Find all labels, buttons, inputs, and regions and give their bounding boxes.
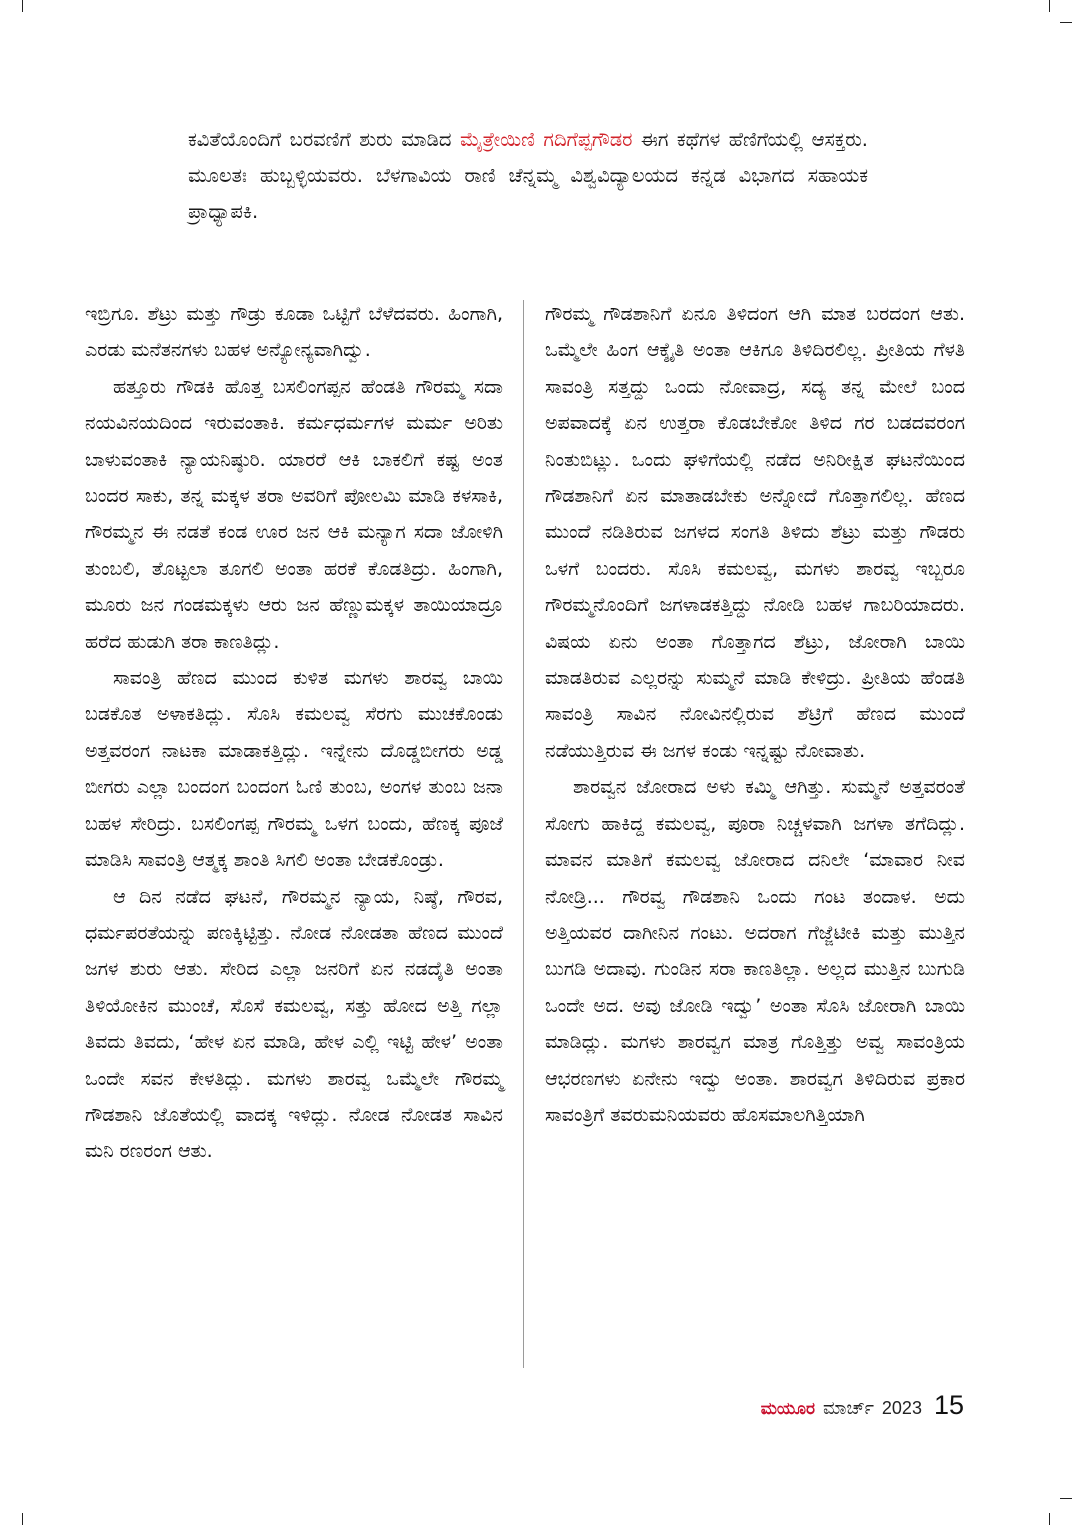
page-footer (761, 1390, 964, 1430)
crop-mark-bottom-right (1049, 1513, 1050, 1525)
author-name: ಮೈತ್ರೇಯಿಣಿ ಗದಿಗೆಪ್ಪಗೌಡರ (460, 128, 633, 151)
author-intro-lead: ಕವಿತೆಯೊಂದಿಗೆ ಬರವಣಿಗೆ ಶುರು ಮಾಡಿದ (188, 128, 461, 151)
paragraph: ಸಾವಂತ್ರಿ ಹೆಣದ ಮುಂದ ಕುಳಿತ ಮಗಳು ಶಾರವ್ವ ಬಾಯಿ ಬಡಕೊತ ಅಳಾಕತಿದ್ಲು. ಸೊಸಿ ಕಮಲವ್ವ ಸೆರಗು ಮುಚಕೊಂಡು ಅತ್ತವರಂಗ ನಾಟಕಾ ಮಾಡಾಕತ್ತಿದ್ಲು. ಇನ್ನೇನು ದೊಡ್ಡಬೀಗರು ಅಡ್ಡ ಬೀಗರು ಎಲ್ಲಾ ಬಂದಂಗ ಬಂದಂಗ ಓಣಿ ತುಂಬ, ಅಂಗಳ ತುಂಬ ಜನಾ ಬಹಳ ಸೇರಿದ್ರು. ಬಸಲಿಂಗಪ್ಪ ಗೌರಮ್ಮ ಒಳಗ ಬಂದು, ಹೆಣಕ್ಕ ಪೂಜೆ ಮಾಡಿಸಿ ಸಾವಂತ್ರಿ ಆತ್ಮಕ್ಕ ಶಾಂತಿ ಸಿಗಲಿ ಅಂತಾ ಬೇಡಕೊಂಡ್ರು. (85, 667, 503, 872)
crop-mark-bottom-left (22, 1513, 23, 1525)
crop-mark-top-left (22, 0, 23, 12)
author-intro (188, 122, 868, 230)
magazine-name: ಮಯೂರ (760, 1399, 815, 1419)
crop-mark-right-lower (1060, 1498, 1072, 1499)
crop-mark-right-upper (1060, 22, 1072, 23)
paragraph: ಇಬ್ರಿಗೂ. ಶೆಟ್ರು ಮತ್ತು ಗೌಡ್ರು ಕೂಡಾ ಒಟ್ಟಿಗೆ ಬೆಳೆದವರು. ಹಿಂಗಾಗಿ, ಎರಡು ಮನೆತನಗಳು ಬಹಳ ಅನ್ಯೋನ್ಯವಾಗಿದ್ವು. (85, 303, 503, 362)
issue-year: 2023 (881, 1398, 922, 1418)
author-intro-rest: ಈಗ ಕಥೆಗಳ ಹೆಣಿಗೆಯಲ್ಲಿ ಆಸಕ್ತರು. ಮೂಲತಃ ಹುಬ್ಬಳ್ಳಿಯವರು. ಬೆಳಗಾವಿಯ ರಾಣಿ ಚೆನ್ನಮ್ಮ ವಿಶ್ವವಿದ್ಯಾಲಯದ ಕನ್ನಡ ವಿಭಾಗದ ಸಹಾಯಕ ಪ್ರಾಧ್ಯಾಪಕಿ. (188, 128, 868, 223)
story-column-right (545, 296, 965, 1133)
paragraph: ಗೌರಮ್ಮ ಗೌಡಶಾನಿಗೆ ಏನೂ ತಿಳಿದಂಗ ಆಗಿ ಮಾತ ಬರದಂಗ ಆತು. ಒಮ್ಮೆಲೇ ಹಿಂಗ ಆಕ್ಶೈತಿ ಅಂತಾ ಆಕಿಗೂ ತಿಳಿದಿರಲಿಲ್ಲ. ಪ್ರೀತಿಯ ಗೆಳತಿ ಸಾವಂತ್ರಿ ಸತ್ತದ್ದು ಒಂದು ನೋವಾದ್ರ, ಸದ್ಯ ತನ್ನ ಮೇಲೆ ಬಂದ ಅಪವಾದಕ್ಕೆ ಏನ ಉತ್ತರಾ ಕೊಡಬೇಕೋ ತಿಳಿದ ಗರ ಬಡದವರಂಗ ನಿಂತುಬಿಟ್ಲು. ಒಂದು ಘಳಿಗೆಯಲ್ಲಿ ನಡೆದ ಅನಿರೀಕ್ಷಿತ ಘಟನೆಯಿಂದ ಗೌಡಶಾನಿಗೆ ಏನ ಮಾತಾಡಬೇಕು ಅನ್ನೋದೆ ಗೊತ್ತಾಗಲಿಲ್ಲ. ಹೆಣದ ಮುಂದೆ ನಡಿತಿರುವ ಜಗಳದ ಸಂಗತಿ ತಿಳಿದು ಶೆಟ್ರು ಮತ್ತು ಗೌಡರು ಒಳಗೆ ಬಂದರು. ಸೊಸಿ ಕಮಲವ್ವ, ಮಗಳು ಶಾರವ್ವ ಇಬ್ಬರೂ ಗೌರಮ್ಮನೊಂದಿಗೆ ಜಗಳಾಡಕತ್ತಿದ್ದು ನೋಡಿ ಬಹಳ ಗಾಬರಿಯಾದರು. ವಿಷಯ ಏನು ಅಂತಾ ಗೊತ್ತಾಗದ ಶೆಟ್ರು, ಜೋರಾಗಿ ಬಾಯಿ ಮಾಡತಿರುವ ಎಲ್ಲರನ್ನು ಸುಮ್ಮನೆ ಮಾಡಿ ಕೇಳಿದ್ರು. ಪ್ರೀತಿಯ ಹೆಂಡತಿ ಸಾವಂತ್ರಿ ಸಾವಿನ ನೋವಿನಲ್ಲಿರುವ ಶೆಟ್ರಿಗೆ ಹೆಣದ ಮುಂದೆ ನಡೆಯುತ್ತಿರುವ ಈ ಜಗಳ ಕಂಡು ಇನ್ನಷ್ಟು ನೋವಾತು. (545, 303, 965, 762)
crop-mark-top-right (1049, 0, 1050, 12)
paragraph: ಶಾರವ್ವನ ಜೋರಾದ ಅಳು ಕಮ್ಮಿ ಆಗಿತ್ತು. ಸುಮ್ಮನೆ ಅತ್ತವರಂತೆ ಸೋಗು ಹಾಕಿದ್ದ ಕಮಲವ್ವ, ಪೂರಾ ನಿಚ್ಚಳವಾಗಿ ಜಗಳಾ ತಗೆದಿದ್ಲು. ಮಾವನ ಮಾತಿಗೆ ಕಮಲವ್ವ ಜೋರಾದ ದನಿಲೇ ‘ಮಾವಾರ ನೀವ ನೋಡ್ರಿ... ಗೌರವ್ವ ಗೌಡಶಾನಿ ಒಂದು ಗಂಟ ತಂದಾಳ. ಅದು ಅತ್ತಿಯವರ ದಾಗೀನಿನ ಗಂಟು. ಅದರಾಗ ಗೆಜ್ಜೆಟೀಕಿ ಮತ್ತು ಮುತ್ತಿನ ಬುಗಡಿ ಅದಾವು. ಗುಂಡಿನ ಸರಾ ಕಾಣತಿಲ್ಲಾ. ಅಲ್ಲದ ಮುತ್ತಿನ ಬುಗುಡಿ ಒಂದೇ ಅದ. ಅವು ಜೋಡಿ ಇದ್ವು’ ಅಂತಾ ಸೊಸಿ ಜೋರಾಗಿ ಬಾಯಿ ಮಾಡಿದ್ಲು. ಮಗಳು ಶಾರವ್ವಗ ಮಾತ್ರ ಗೊತ್ತಿತ್ತು ಅವ್ವ ಸಾವಂತ್ರಿಯ ಆಭರಣಗಳು ಏನೇನು ಇದ್ವು ಅಂತಾ. ಶಾರವ್ವಗ ತಿಳಿದಿರುವ ಪ್ರಕಾರ ಸಾವಂತ್ರಿಗೆ ತವರುಮನಿಯವರು ಹೊಸಮಾಲಗಿತ್ತಿಯಾಗಿ (545, 776, 965, 1126)
paragraph: ಹತ್ತೂರು ಗೌಡಕಿ ಹೊತ್ತ ಬಸಲಿಂಗಪ್ಪನ ಹೆಂಡತಿ ಗೌರಮ್ಮ ಸದಾ ನಯವಿನಯದಿಂದ ಇರುವಂತಾಕಿ. ಕರ್ಮಧರ್ಮಗಳ ಮರ್ಮ ಅರಿತು ಬಾಳುವಂತಾಕಿ ನ್ಯಾಯನಿಷ್ಠುರಿ. ಯಾರರೆ ಆಕಿ ಬಾಕಲಿಗೆ ಕಷ್ಟ ಅಂತ ಬಂದರ ಸಾಕು, ತನ್ನ ಮಕ್ಕಳ ತರಾ ಅವರಿಗೆ ಪೋಲಮಿ ಮಾಡಿ ಕಳಸಾಕಿ, ಗೌರಮ್ಮನ ಈ ನಡತೆ ಕಂಡ ಊರ ಜನ ಆಕಿ ಮನ್ಯಾಗ ಸದಾ ಜೋಳಿಗಿ ತುಂಬಲಿ, ತೊಟ್ಟಲಾ ತೂಗಲಿ ಅಂತಾ ಹರಕೆ ಕೊಡತಿದ್ರು. ಹಿಂಗಾಗಿ, ಮೂರು ಜನ ಗಂಡಮಕ್ಕಳು ಆರು ಜನ ಹೆಣ್ಣುಮಕ್ಕಳ ತಾಯಿಯಾದ್ರೂ ಹರೆದ ಹುಡುಗಿ ತರಾ ಕಾಣತಿದ್ಲು. (85, 375, 503, 653)
story-column-left (85, 296, 503, 1170)
paragraph: ಆ ದಿನ ನಡೆದ ಘಟನೆ, ಗೌರಮ್ಮನ ನ್ಯಾಯ, ನಿಷ್ಠೆ, ಗೌರವ, ಧರ್ಮಪರತೆಯನ್ನು ಪಣಕ್ಕಿಟ್ಟಿತ್ತು. ನೋಡ ನೋಡತಾ ಹೆಣದ ಮುಂದೆ ಜಗಳ ಶುರು ಆತು. ಸೇರಿದ ಎಲ್ಲಾ ಜನರಿಗೆ ಏನ ನಡದೈತಿ ಅಂತಾ ತಿಳಿಯೋಕಿನ ಮುಂಚೆ, ಸೊಸೆ ಕಮಲವ್ವ, ಸತ್ತು ಹೋದ ಅತ್ತಿ ಗಲ್ಲಾ ತಿವದು ತಿವದು, ‘ಹೇಳ ಏನ ಮಾಡಿ, ಹೇಳ ಎಲ್ಲಿ ಇಟ್ಟಿ ಹೇಳ’ ಅಂತಾ ಒಂದೇ ಸವನ ಕೇಳತಿದ್ಲು. ಮಗಳು ಶಾರವ್ವ ಒಮ್ಮೆಲೇ ಗೌರಮ್ಮ ಗೌಡಶಾನಿ ಜೊತೆಯಲ್ಲಿ ವಾದಕ್ಕ ಇಳಿದ್ಲು. ನೋಡ ನೋಡತ ಸಾವಿನ ಮನಿ ರಣರಂಗ ಆತು. (85, 885, 503, 1163)
page-number: 15 (933, 1390, 964, 1420)
column-divider (523, 300, 524, 1368)
issue-month: ಮಾರ್ಚ್ (822, 1398, 874, 1419)
